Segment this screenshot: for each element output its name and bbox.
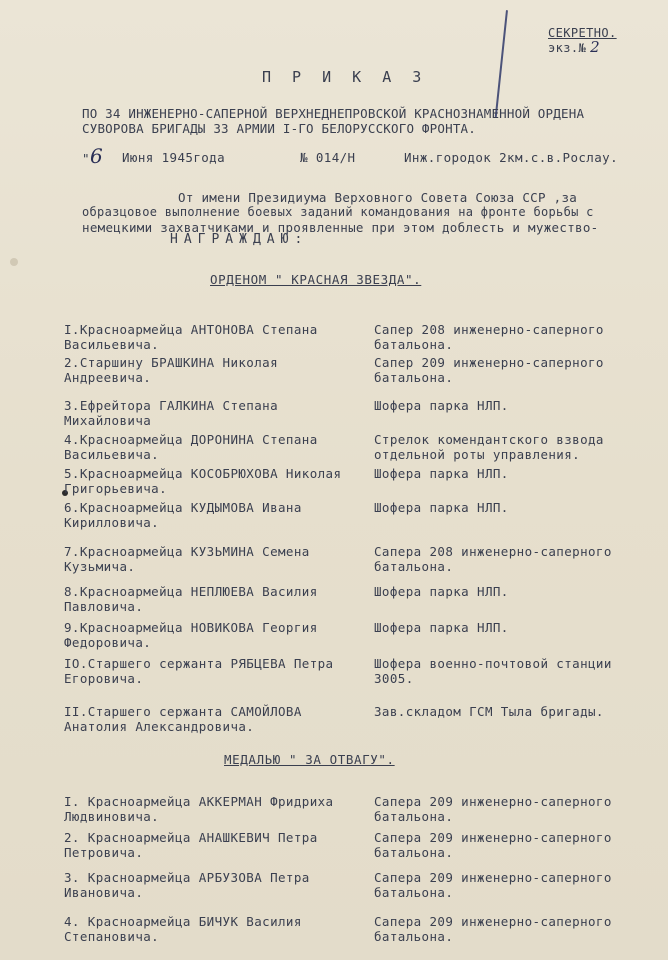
award-entry-position: Шофера военно-почтовой станции 3005. (374, 656, 612, 686)
award-entry-name: 4.Красноармейца ДОРОНИНА Степана Васильевича. (64, 432, 318, 462)
award-entry-position: Сапера 209 инженерно-саперного батальона. (374, 870, 612, 900)
order-place: Инж.городок 2км.с.в.Рослау. (404, 150, 618, 165)
secret-label: СЕКРЕТНО. (548, 26, 617, 40)
award-entry-name: 4. Красноармейца БИЧУК Василия Степановича. (64, 914, 302, 944)
award-entry-position: Шофера парка НЛП. (374, 466, 509, 481)
award-entry-position: Зав.складом ГСМ Тыла бригады. (374, 704, 604, 719)
award-entry-position: Шофера парка НЛП. (374, 620, 509, 635)
pen-stroke (495, 10, 508, 118)
subtitle-line-1: ПО 34 ИНЖЕНЕРНО-САПЕРНОЙ ВЕРХНЕДНЕПРОВСКОЙ КРАСНОЗНАМЕННОЙ ОРДЕНА (82, 106, 585, 121)
subtitle-line-2: СУВОРОВА БРИГАДЫ 33 АРМИИ I-ГО БЕЛОРУССКОГО ФРОНТА. (82, 121, 477, 136)
section-red-star: ОРДЕНОМ " КРАСНАЯ ЗВЕЗДА". (210, 272, 422, 287)
award-entry-name: 3. Красноармейца АРБУЗОВА Петра Ивановича. (64, 870, 310, 900)
award-entry-name: 2.Старшину БРАШКИНА Николая Андреевича. (64, 355, 278, 385)
award-entry-position: Шофера парка НЛП. (374, 500, 509, 515)
award-entry-name: 6.Красноармейца КУДЫМОВА Ивана Кирилловича. (64, 500, 302, 530)
award-entry-position: Сапер 209 инженерно-саперного батальона. (374, 355, 604, 385)
punch-hole (10, 258, 18, 266)
copy-number: 2 (590, 38, 601, 56)
award-word: НАГРАЖДАЮ: (170, 232, 309, 247)
secrecy-stamp (548, 26, 617, 55)
award-entry-name: 5.Красноармейца КОСОБРЮХОВА Николая Григорьевича. (64, 466, 342, 496)
copy-label: экз.№ (548, 41, 587, 55)
award-entry-name: II.Старшего сержанта САМОЙЛОВА Анатолия Александровича. (64, 704, 302, 734)
intro-line-2: образцовое выполнение боевых заданий командования на фронте борьбы с (82, 205, 594, 219)
award-entry-name: 2. Красноармейца АНАШКЕВИЧ Петра Петровича. (64, 830, 318, 860)
date-text: Июня 1945года (122, 150, 226, 165)
award-entry-position: Сапера 208 инженерно-саперного батальона. (374, 544, 612, 574)
document-title: П Р И К А З (262, 68, 428, 86)
award-entry-name: I.Красноармейца АНТОНОВА Степана Васильевича. (64, 322, 318, 352)
award-entry-name: I. Красноармейца АККЕРМАН Фридриха Людвиновича. (64, 794, 334, 824)
award-entry-position: Стрелок комендантского взвода отдельной роты управления. (374, 432, 604, 462)
award-entry-name: 7.Красноармейца КУЗЬМИНА Семена Кузьмича. (64, 544, 310, 574)
award-entry-name: IO.Старшего сержанта РЯБЦЕВА Петра Егоровича. (64, 656, 334, 686)
intro-line-1: От имени Президиума Верховного Совета Союза ССР ,за (178, 190, 578, 205)
award-entry-position: Сапера 209 инженерно-саперного батальона. (374, 830, 612, 860)
award-entry-position: Шофера парка НЛП. (374, 398, 509, 413)
award-entry-name: 8.Красноармейца НЕПЛЮЕВА Василия Павловича. (64, 584, 318, 614)
award-entry-name: 9.Красноармейца НОВИКОВА Георгия Федоровича. (64, 620, 318, 650)
award-entry-position: Сапера 209 инженерно-саперного батальона. (374, 794, 612, 824)
section-medal-courage: МЕДАЛЬЮ " ЗА ОТВАГУ". (224, 752, 395, 767)
award-entry-position: Шофера парка НЛП. (374, 584, 509, 599)
intro-line-3: немецкими захватчиками и проявленные при этом доблесть и мужество- (82, 220, 599, 235)
award-entry-name: 3.Ефрейтора ГАЛКИНА Степана Михайловича (64, 398, 278, 428)
award-entry-position: Сапера 209 инженерно-саперного батальона. (374, 914, 612, 944)
award-entry-position: Сапер 208 инженерно-саперного батальона. (374, 322, 604, 352)
date-day: "6 (82, 144, 104, 168)
order-number: № 014/Н (300, 150, 356, 165)
